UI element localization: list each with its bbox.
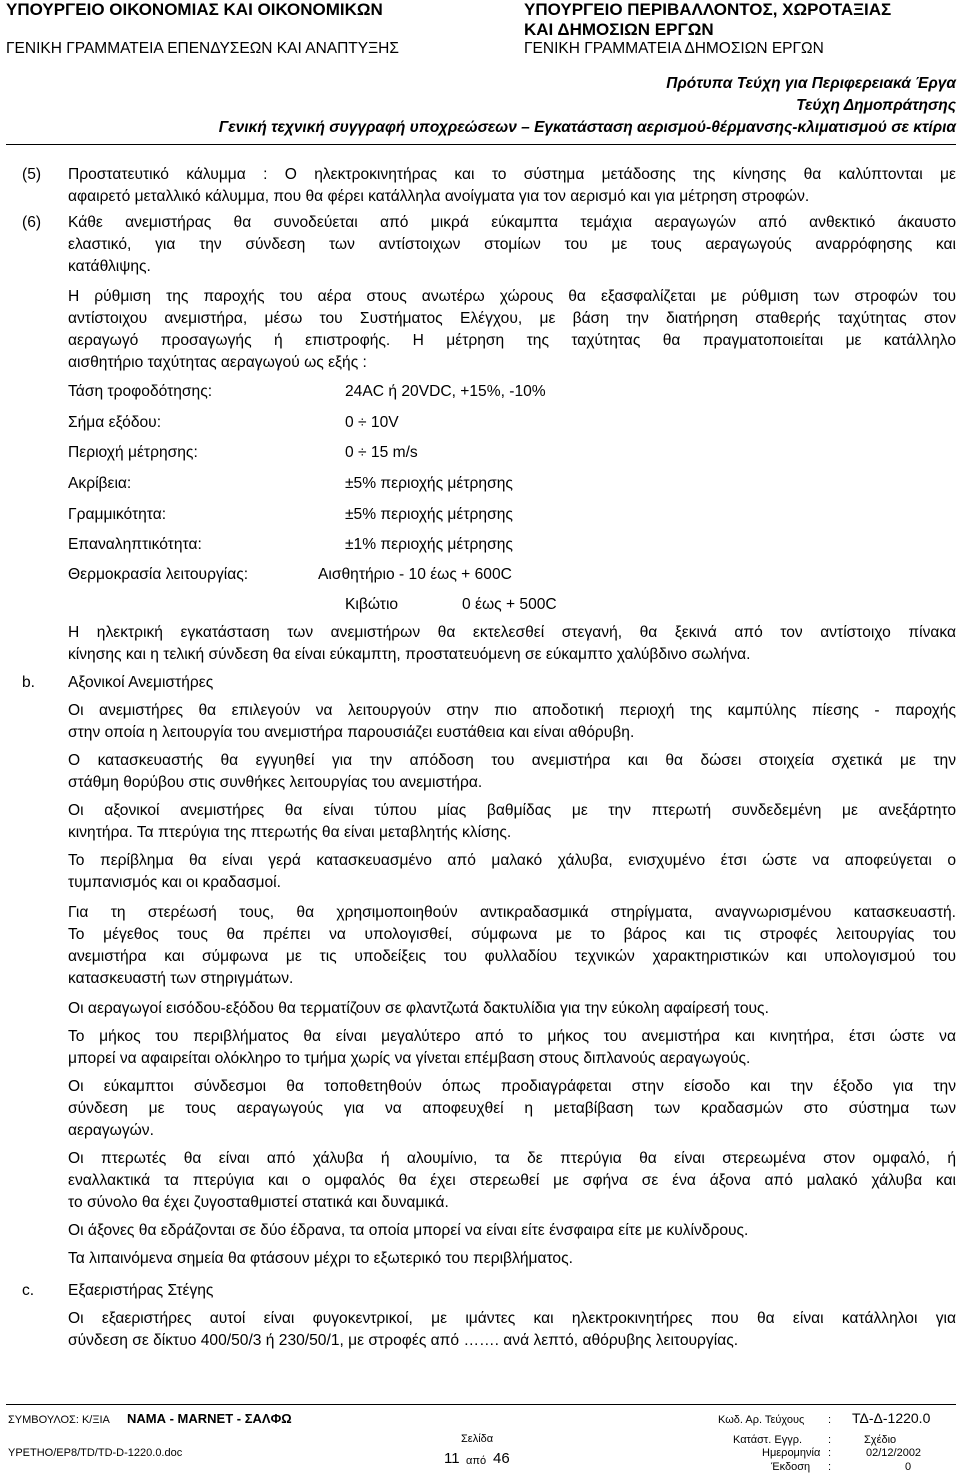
spec-label: Σήμα εξόδου:: [68, 414, 162, 431]
section-c-line-1: Οι εξαεριστήρες αυτοί είναι φυγοκεντρικοί, με ιμάντες και ηλεκτροκινητήρες που θα είναι κατάλληλοι για: [68, 1310, 956, 1327]
header-secretariat-right: ΓΕΝΙΚΗ ΓΡΑΜΜΑΤΕΙΑ ΔΗΜΟΣΙΩΝ ΕΡΓΩΝ: [524, 40, 824, 57]
spec-case-label: Κιβώτιο: [345, 596, 399, 613]
colon: :: [828, 1461, 832, 1473]
section-b-paragraph-line: Οι εύκαμπτοι σύνδεσμοι θα τοποθετηθούν όπως προδιαγράφεται στην είσοδο και την έξοδο για την: [68, 1078, 956, 1095]
electrical-line-1: Η ηλεκτρική εγκατάσταση των ανεμιστήρων θα εκτελεσθεί στεγανή, θα ξεκινά από τον αντίστοιχο πίνακα: [68, 624, 956, 641]
page-label: Σελίδα: [461, 1433, 494, 1445]
spec-case-value: 0 έως + 500C: [462, 596, 557, 613]
regulation-line-3: αεραγωγό προσαγωγής ή επιστροφής. Η μέτρηση της ταχύτητας θα πραγματοποιείται με κατάλληλο: [68, 332, 956, 349]
regulation-line-2: αντίστοιχου ανεμιστήρα, μέσω του Συστήματος Ελέγχου, με βάση την διατήρηση σταθερής ταχύτητας στον: [68, 310, 956, 327]
header-ministry-left: ΥΠΟΥΡΓΕΙΟ ΟΙΚΟΝΟΜΙΑΣ ΚΑΙ ΟΙΚΟΝΟΜΙΚΩΝ: [6, 0, 383, 19]
page-of: από: [466, 1455, 487, 1467]
code-value: ΤΔ-Δ-1220.0: [852, 1410, 931, 1426]
header-divider: [6, 144, 956, 145]
section-b-paragraph-line: το σύνολο θα έχει ζυγοσταθμιστεί στατικά και δυναμικά.: [68, 1194, 449, 1211]
section-b-paragraph-line: Τα λιπαινόμενα σημεία θα φτάσουν μέχρι το εξωτερικό του περιβλήματος.: [68, 1250, 573, 1267]
status-value: Σχέδιο: [864, 1434, 897, 1446]
spec-value: ±5% περιοχής μέτρησης: [345, 475, 513, 492]
spec-label: Ακρίβεια:: [68, 475, 132, 492]
item-5-line-1: Προστατευτικό κάλυμμα : Ο ηλεκτροκινητήρας και το σύστημα μετάδοσης της κίνησης θα καλύπτονται με: [68, 166, 956, 183]
spec-label: Θερμοκρασία λειτουργίας:: [68, 566, 249, 583]
section-b-paragraph-line: στάθμη θορύβου στις συνθήκες λειτουργίας του ανεμιστήρα.: [68, 774, 483, 791]
section-b-paragraph-line: Ο κατασκευαστής θα εγγυηθεί για την απόδοση του ανεμιστήρα και θα δώσει στοιχεία σχετικά με την: [68, 752, 956, 769]
electrical-line-2: κίνησης και η τελική σύνδεση θα είναι εύκαμπτη, προστατευόμενη σε εύκαμπτο χαλύβδινο σωλήνα.: [68, 646, 751, 663]
spec-label: Επαναληπτικότητα:: [68, 536, 202, 553]
colon: :: [828, 1447, 832, 1459]
edition-label: Έκδοση: [771, 1461, 811, 1473]
section-b-paragraph-line: Οι ανεμιστήρες θα επιλεγούν να λειτουργούν στην πιο αποδοτική περιοχή της καμπύλης πίεσης - παροχής: [68, 702, 956, 719]
section-b-paragraph-line: τυμπανισμός και οι κραδασμοί.: [68, 874, 281, 891]
header-series-title: Πρότυπα Τεύχη για Περιφερειακά Έργα: [666, 75, 956, 92]
item-number: (5): [22, 166, 42, 183]
item-5-line-2: αφαιρετό μεταλλικό κάλυμμα, που θα φέρει κατάλληλα ανοίγματα για τον αερισμό και για μέτρηση στροφών.: [68, 188, 810, 205]
page-total: 46: [493, 1450, 510, 1467]
document-path: ΥΡΕΤΗΟ/ΕΡ8/TD/TD-D-1220.0.doc: [8, 1447, 183, 1459]
section-b-paragraph-line: μπορεί να αφαιρείται ολόκληρο το τμήμα χωρίς να γίνεται επέμβαση στους διπλανούς αεραγωγούς.: [68, 1050, 751, 1067]
header-document-title: Γενική τεχνική συγγραφή υποχρεώσεων – Εγκατάσταση αερισμού-θέρμανσης-κλιματισμού σε κτίρια: [218, 119, 956, 136]
status-label: Κατάστ. Εγγρ.: [733, 1434, 803, 1446]
section-title: Αξονικοί Ανεμιστήρες: [68, 674, 214, 691]
spec-value: 0 ÷ 15 m/s: [345, 444, 418, 461]
item-6-line-1: Κάθε ανεμιστήρας θα συνοδεύεται από μικρά εύκαμπτα τεμάχια αεραγωγών από ανθεκτικό άκαυστο: [68, 214, 956, 231]
footer-divider: [6, 1404, 956, 1405]
header-secretariat-left: ΓΕΝΙΚΗ ΓΡΑΜΜΑΤΕΙΑ ΕΠΕΝΔΥΣΕΩΝ ΚΑΙ ΑΝΑΠΤΥΞΗΣ: [6, 40, 399, 57]
consultant-label: ΣΥΜΒΟΥΛΟΣ: Κ/ΞΙΑ: [8, 1414, 110, 1426]
section-b-paragraph-line: εναλλακτικά τα πτερύγια και ο ομφαλός θα έχει στερεωθεί με σφήνα σε ένα άξονα από μαλακό χάλυβα και: [68, 1172, 956, 1189]
item-6-line-2: ελαστικό, για την σύνδεση των αντίστοιχων στομίων του με τους αεραγωγούς αναρρόφησης και: [68, 236, 956, 253]
section-b-paragraph-line: Οι πτερωτές θα είναι από χάλυβα ή αλουμίνιο, τα δε πτερύγια θα είναι στερεωμένα στον ομφαλό, ή: [68, 1150, 956, 1167]
colon: :: [828, 1434, 832, 1446]
consultant-name: ΝΑΜΑ - MARNET - ΣΑΛΦΩ: [127, 1411, 292, 1426]
header-ministry-right-1: ΥΠΟΥΡΓΕΙΟ ΠΕΡΙΒΑΛΛΟΝΤΟΣ, ΧΩΡΟΤΑΞΙΑΣ: [524, 0, 892, 19]
section-b-paragraph-line: αεραγωγών.: [68, 1122, 154, 1139]
page-number: 11: [444, 1450, 460, 1467]
item-6-line-3: κατάθλιψης.: [68, 258, 151, 275]
section-b-paragraph-line: Οι άξονες θα εδράζονται σε δύο έδρανα, τα οποία μπορεί να είναι είτε ένσφαιρα είτε με κυλίνδρους.: [68, 1222, 749, 1239]
section-b-paragraph-line: Το μήκος του περιβλήματος θα είναι μεγαλύτερο από το μήκος του ανεμιστήρα και κινητήρα, έτσι ώστε να: [68, 1028, 956, 1045]
section-b-paragraph-line: Οι αεραγωγοί εισόδου-εξόδου θα τερματίζουν σε φλαντζωτά δακτυλίδια για την εύκολη αφαίρεσή τους.: [68, 1000, 769, 1017]
spec-label: Τάση τροφοδότησης:: [68, 383, 213, 400]
spec-value: Αισθητήριο - 10 έως + 600C: [318, 566, 512, 583]
section-b-paragraph-line: σύνδεση με τους αεραγωγούς για να αποφευχθεί η μεταβίβαση των κραδασμών στο σύστημα των: [68, 1100, 956, 1117]
section-letter: b.: [22, 674, 36, 691]
item-number: (6): [22, 214, 42, 231]
section-b-paragraph-line: κατασκευαστή των στηριγμάτων.: [68, 970, 294, 987]
section-b-paragraph-line: ανεμιστήρα και σύμφωνα με τις υποδείξεις του φυλλαδίου τεχνικών χαρακτηριστικών και υπολογισμού του: [68, 948, 956, 965]
section-letter: c.: [22, 1282, 35, 1299]
spec-value: ±1% περιοχής μέτρησης: [345, 536, 513, 553]
spec-label: Γραμμικότητα:: [68, 506, 167, 523]
spec-value: 0 ÷ 10V: [345, 414, 399, 431]
section-b-paragraph-line: Το μέγεθος τους θα πρέπει να υπολογισθεί, σύμφωνα με το βάρος και τις στροφές λειτουργίας του: [68, 926, 956, 943]
spec-value: ±5% περιοχής μέτρησης: [345, 506, 513, 523]
header-ministry-right-2: ΚΑΙ ΔΗΜΟΣΙΩΝ ΕΡΓΩΝ: [524, 20, 714, 39]
section-b-paragraph-line: κινητήρα. Τα πτερύγια της πτερωτής θα είναι μεταβλητής κλίσης.: [68, 824, 512, 841]
colon: :: [828, 1414, 832, 1426]
spec-label: Περιοχή μέτρησης:: [68, 444, 198, 461]
section-b-paragraph-line: Οι αξονικοί ανεμιστήρες θα είναι τύπου μίας βαθμίδας με την πτερωτή συνδεδεμένη με ανεξάρτητο: [68, 802, 956, 819]
section-title: Εξαεριστήρας Στέγης: [68, 1282, 214, 1299]
code-label: Κωδ. Αρ. Τεύχους: [718, 1414, 805, 1426]
section-b-paragraph-line: στην οποία η λειτουργία του ανεμιστήρα παρουσιάζει ευστάθεια και είναι αθόρυβη.: [68, 724, 635, 741]
section-b-paragraph-line: Το περίβλημα θα είναι γερά κατασκευασμένο από μαλακό χάλυβα, ενισχυμένο έτσι ώστε να αποφεύγεται ο: [68, 852, 956, 869]
spec-value: 24AC ή 20VDC, +15%, -10%: [345, 383, 546, 400]
edition-value: 0: [905, 1461, 912, 1473]
regulation-line-1: Η ρύθμιση της παροχής του αέρα στους ανωτέρω χώρους θα εξασφαλίζεται με ρύθμιση των στροφών του: [68, 288, 956, 305]
date-value: 02/12/2002: [866, 1447, 922, 1459]
regulation-line-4: αισθητήριο ταχύτητας αεραγωγού ως εξής :: [68, 354, 367, 371]
section-c-line-2: σύνδεση σε δίκτυο 400/50/3 ή 230/50/1, με στροφές από ……. ανά λεπτό, αθόρυβης λειτουργίας.: [68, 1332, 739, 1349]
date-label: Ημερομηνία: [762, 1447, 821, 1459]
section-b-paragraph-line: Για τη στερέωσή τους, θα χρησιμοποιηθούν αντικραδασμικά στηρίγματα, αναγνωρισμένου κατασκευαστή.: [68, 904, 956, 921]
header-volume-title: Τεύχη Δημοπράτησης: [796, 97, 956, 114]
